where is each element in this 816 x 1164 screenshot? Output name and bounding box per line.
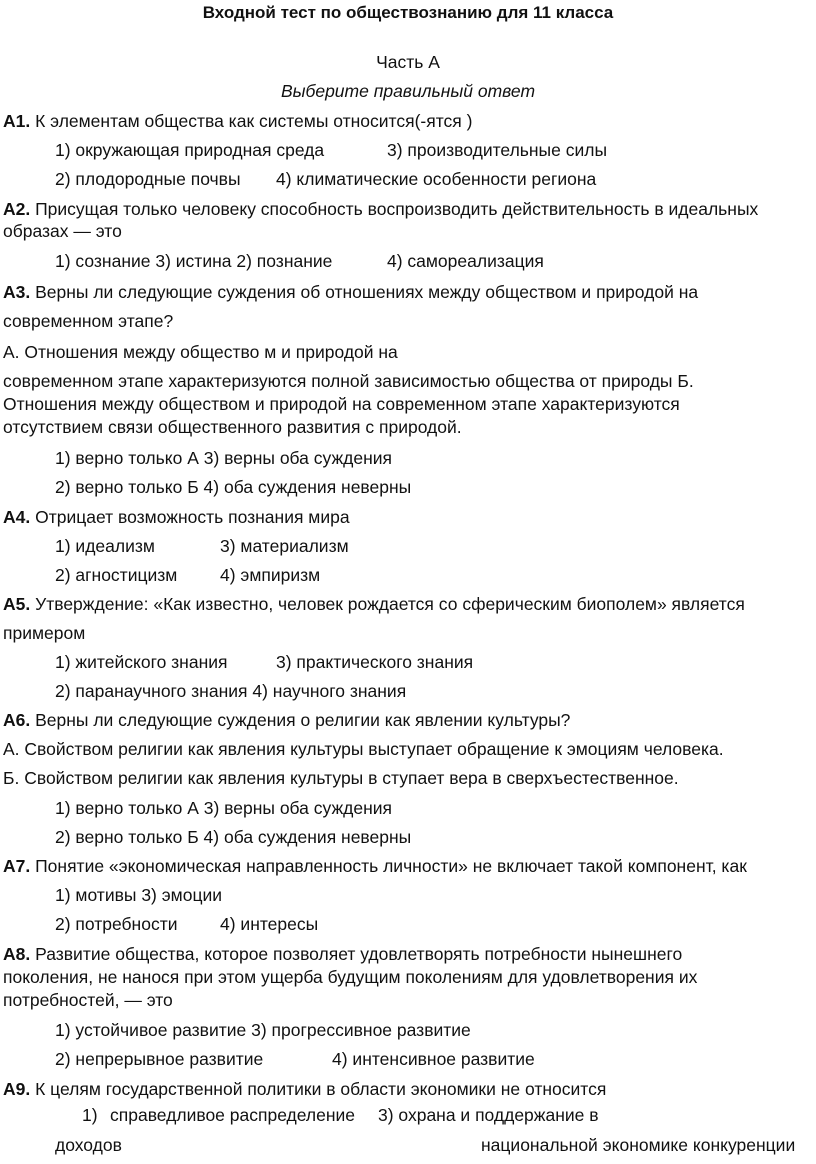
answer-option[interactable]: 3) практического знания	[276, 652, 474, 672]
answer-option[interactable]: 2) плодородные почвы	[55, 169, 241, 189]
answer-option[interactable]: 2) непрерывное развитие	[55, 1049, 264, 1069]
answer-option[interactable]: 3) производительные силы	[387, 140, 608, 160]
answer-option[interactable]: 4) эмпиризм	[220, 565, 321, 585]
answer-option[interactable]: 1) идеализм	[55, 536, 155, 556]
statement-text: современном этапе характеризуются полной зависимостью общества от природы Б.	[3, 371, 694, 391]
question-a2	[3, 198, 758, 220]
statement-a: А. Отношения между общество м и природой на	[3, 342, 398, 362]
question-text-continuation: современном этапе?	[3, 311, 174, 331]
question-text: К элементам общества как системы относится(-ятся )	[30, 111, 473, 131]
question-number: А4.	[3, 507, 31, 527]
question-text-continuation: образах — это	[3, 221, 122, 241]
question-number: А9.	[3, 1079, 31, 1099]
question-number: А2.	[3, 199, 31, 219]
question-number: А3.	[3, 282, 31, 302]
answer-option[interactable]: 4) интенсивное развитие	[332, 1049, 535, 1069]
answer-option[interactable]: 1) житейского знания	[55, 652, 228, 672]
statement-b: Отношения между обществом и природой на современном этапе характеризуются	[3, 394, 680, 414]
answer-option-continuation: национальной экономике конкуренции	[481, 1135, 796, 1155]
question-text-continuation: примером	[3, 623, 86, 643]
question-a6	[3, 709, 570, 731]
page-title: Входной тест по обществознанию для 11 класса	[202, 3, 614, 22]
question-number: А6.	[3, 710, 31, 730]
question-a1	[3, 110, 472, 132]
answer-option[interactable]: 2) агностицизм	[55, 565, 178, 585]
answer-option[interactable]: 1) окружающая природная среда	[55, 140, 325, 160]
question-text: К целям государственной политики в области экономики не относится	[30, 1079, 607, 1099]
answer-options-group[interactable]: 1) мотивы 3) эмоции	[55, 885, 223, 905]
question-number: А8.	[3, 944, 31, 964]
question-number: А7.	[3, 856, 31, 876]
question-text-continuation: потребностей, — это	[3, 990, 173, 1010]
question-number: А5.	[3, 594, 31, 614]
question-a9	[3, 1078, 606, 1100]
instruction: Выберите правильный ответ	[280, 81, 536, 101]
question-a3	[3, 281, 698, 303]
answer-option[interactable]: 4) климатические особенности региона	[276, 169, 597, 189]
answer-option-number: 1)	[82, 1105, 98, 1125]
answer-option-continuation: доходов	[55, 1135, 122, 1155]
answer-options-group[interactable]: 2) верно только Б 4) оба суждения неверны	[55, 827, 412, 847]
answer-options-group[interactable]: 1) устойчивое развитие 3) прогрессивное развитие	[55, 1020, 471, 1040]
answer-option[interactable]: 2) потребности	[55, 914, 178, 934]
question-a5	[3, 593, 745, 615]
answer-option[interactable]: 3) материализм	[220, 536, 349, 556]
question-number: А1.	[3, 111, 31, 131]
answer-option[interactable]: 4) интересы	[220, 914, 319, 934]
answer-options-group[interactable]: 1) верно только А 3) верны оба суждения	[55, 448, 393, 468]
answer-option[interactable]: 3) охрана и поддержание в	[378, 1105, 599, 1125]
statement-text: отсутствием связи общественного развития с природой.	[3, 417, 462, 437]
answer-options-group[interactable]: 2) паранаучного знания 4) научного знания	[55, 681, 407, 701]
part-heading: Часть А	[376, 52, 440, 72]
question-a7	[3, 855, 747, 877]
statement-b: Б. Свойством религии как явления культуры в ступает вера в сверхъестественное.	[3, 768, 679, 788]
question-text: Верны ли следующие суждения о религии как явлении культуры?	[30, 710, 571, 730]
answer-option[interactable]: 4) самореализация	[387, 251, 544, 271]
question-a8	[3, 943, 682, 965]
answer-options-group[interactable]: 1) верно только А 3) верны оба суждения	[55, 798, 393, 818]
question-text: Утверждение: «Как известно, человек рождается со сферическим биополем» является	[30, 594, 745, 614]
question-text: Присущая только человеку способность воспроизводить действительность в идеальных	[30, 199, 759, 219]
question-text: Верны ли следующие суждения об отношениях между обществом и природой на	[30, 282, 699, 302]
answer-options-group[interactable]: 2) верно только Б 4) оба суждения неверны	[55, 477, 412, 497]
question-text: Отрицает возможность познания мира	[30, 507, 350, 527]
statement-a: А. Свойством религии как явления культуры выступает обращение к эмоциям человека.	[3, 739, 724, 759]
answer-option[interactable]: справедливое распределение	[110, 1105, 356, 1125]
question-text: Понятие «экономическая направленность личности» не включает такой компонент, как	[30, 856, 747, 876]
question-text: Развитие общества, которое позволяет удовлетворять потребности нынешнего	[30, 944, 683, 964]
question-text-continuation: поколения, не нанося при этом ущерба будущим поколениям для удовлетворения их	[3, 967, 698, 987]
question-a4	[3, 506, 350, 528]
answer-options-group[interactable]: 1) сознание 3) истина 2) познание	[55, 251, 333, 271]
